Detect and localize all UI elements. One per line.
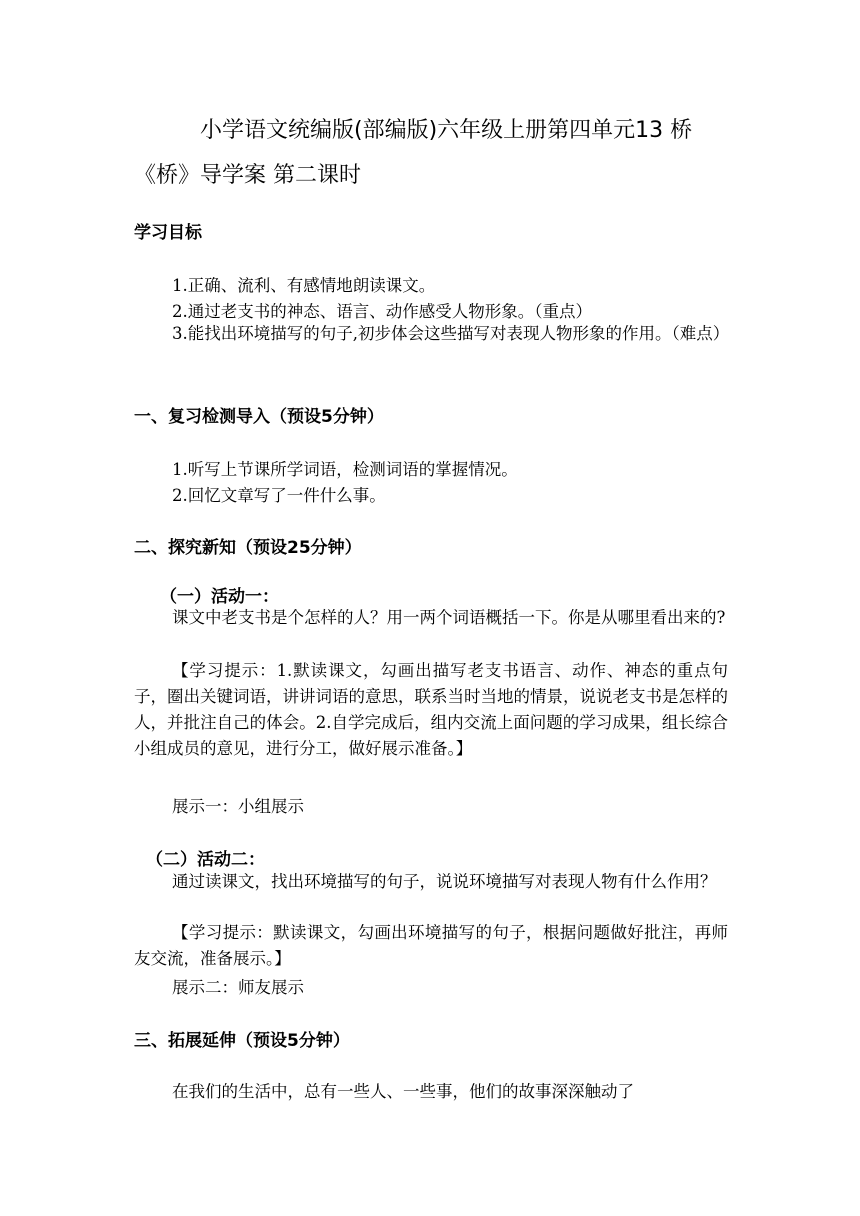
activity2-show: 展示二：师友展示	[172, 978, 304, 997]
activity1-show: 展示一：小组展示	[172, 797, 304, 816]
section3-heading: 三、拓展延伸（预设5分钟）	[134, 1031, 350, 1051]
section1-item-1: 1.听写上节课所学词语，检测词语的掌握情况。	[172, 460, 518, 479]
document-title-line1: 小学语文统编版(部编版)六年级上册第四单元13 桥	[200, 118, 693, 143]
section3-text: 在我们的生活中，总有一些人、一些事，他们的故事深深触动了	[172, 1082, 634, 1101]
section1-item-2: 2.回忆文章写了一件什么事。	[172, 486, 386, 505]
document-title-line2: 《桥》导学案 第二课时	[134, 163, 361, 188]
goal-item-2: 2.通过老支书的神态、语言、动作感受人物形象。（重点）	[172, 302, 592, 321]
section1-heading: 一、复习检测导入（预设5分钟）	[134, 407, 384, 427]
activity1-question: 课文中老支书是个怎样的人？用一两个词语概括一下。你是从哪里看出来的?	[172, 608, 726, 627]
section2-heading: 二、探究新知（预设25分钟）	[134, 538, 362, 558]
goal-item-3: 3.能找出环境描写的句子,初步体会这些描写对表现人物形象的作用。（难点）	[172, 324, 730, 343]
activity1-heading: （一）活动一：	[160, 587, 279, 607]
activity2-question: 通过读课文，找出环境描写的句子，说说环境描写对表现人物有什么作用？	[172, 872, 717, 891]
learning-goals-heading: 学习目标	[134, 223, 202, 243]
activity1-tip: 【学习提示：1.默读课文，勾画出描写老支书语言、动作、神态的重点句子，圈出关键词语，讲讲词语的意思，联系当时当地的情景，说说老支书是怎样的人，并批注自己的体会。2.自学完成后，组内交流上面问题的学习成果，组长综合小组成员的意见，进行分工，做好展示准备。】	[134, 661, 728, 758]
activity2-heading: （二）活动二：	[146, 850, 265, 870]
goal-item-1: 1.正确、流利、有感情地朗读课文。	[172, 276, 436, 295]
activity2-tip: 【学习提示：默读课文，勾画出环境描写的句子，根据问题做好批注，再师友交流，准备展示。】	[134, 923, 728, 968]
